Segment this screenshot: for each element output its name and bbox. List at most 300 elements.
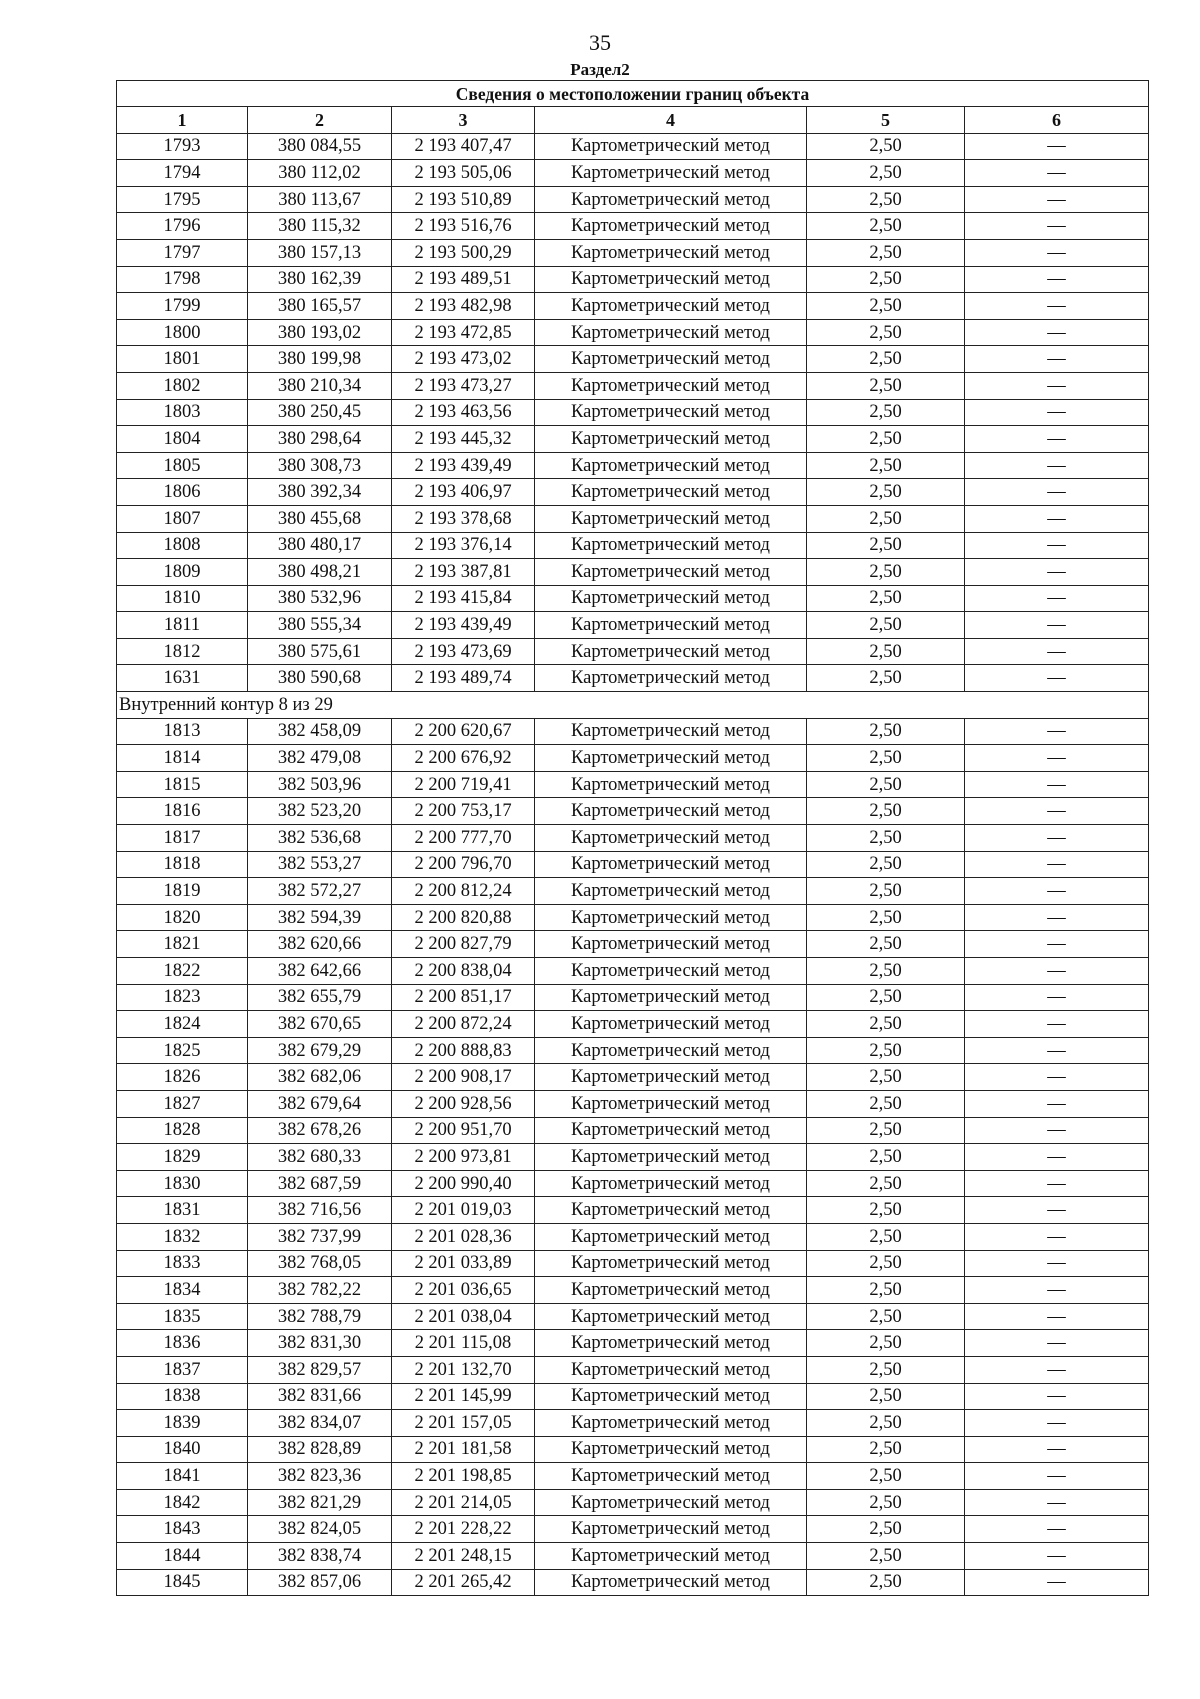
point-number-cell: 1809 (117, 559, 248, 586)
method-cell: Картометрический метод (535, 505, 807, 532)
y-coordinate-cell: 2 193 473,27 (392, 372, 535, 399)
y-coordinate-cell: 2 193 510,89 (392, 186, 535, 213)
note-cell: — (965, 1489, 1149, 1516)
accuracy-cell: 2,50 (807, 771, 965, 798)
table-row (117, 1170, 1149, 1197)
point-number-cell: 1815 (117, 771, 248, 798)
y-coordinate-cell: 2 201 036,65 (392, 1277, 535, 1304)
note-cell: — (965, 1463, 1149, 1490)
method-cell: Картометрический метод (535, 133, 807, 160)
method-cell: Картометрический метод (535, 851, 807, 878)
accuracy-cell: 2,50 (807, 984, 965, 1011)
method-cell: Картометрический метод (535, 718, 807, 745)
point-number-cell: 1631 (117, 665, 248, 692)
x-coordinate-cell: 380 113,67 (248, 186, 392, 213)
note-cell: — (965, 1410, 1149, 1437)
x-coordinate-cell: 380 555,34 (248, 612, 392, 639)
table-row (117, 1410, 1149, 1437)
method-cell: Картометрический метод (535, 239, 807, 266)
y-coordinate-cell: 2 193 376,14 (392, 532, 535, 559)
point-number-cell: 1814 (117, 745, 248, 772)
method-cell: Картометрический метод (535, 1489, 807, 1516)
table-row (117, 851, 1149, 878)
y-coordinate-cell: 2 193 406,97 (392, 479, 535, 506)
x-coordinate-cell: 380 165,57 (248, 293, 392, 320)
method-cell: Картометрический метод (535, 1090, 807, 1117)
y-coordinate-cell: 2 200 820,88 (392, 904, 535, 931)
point-number-cell: 1833 (117, 1250, 248, 1277)
x-coordinate-cell: 382 679,29 (248, 1037, 392, 1064)
y-coordinate-cell: 2 200 753,17 (392, 798, 535, 825)
y-coordinate-cell: 2 200 838,04 (392, 958, 535, 985)
note-cell: — (965, 745, 1149, 772)
point-number-cell: 1812 (117, 638, 248, 665)
column-number: 2 (248, 107, 392, 134)
accuracy-cell: 2,50 (807, 372, 965, 399)
note-cell: — (965, 559, 1149, 586)
point-number-cell: 1828 (117, 1117, 248, 1144)
accuracy-cell: 2,50 (807, 825, 965, 852)
point-number-cell: 1813 (117, 718, 248, 745)
x-coordinate-cell: 380 115,32 (248, 213, 392, 240)
x-coordinate-cell: 382 670,65 (248, 1011, 392, 1038)
y-coordinate-cell: 2 200 973,81 (392, 1144, 535, 1171)
point-number-cell: 1841 (117, 1463, 248, 1490)
method-cell: Картометрический метод (535, 293, 807, 320)
method-cell: Картометрический метод (535, 1064, 807, 1091)
x-coordinate-cell: 380 157,13 (248, 239, 392, 266)
point-number-cell: 1794 (117, 160, 248, 187)
section-title: Раздел2 (570, 60, 630, 79)
y-coordinate-cell: 2 200 888,83 (392, 1037, 535, 1064)
accuracy-cell: 2,50 (807, 1356, 965, 1383)
point-number-cell: 1818 (117, 851, 248, 878)
note-cell: — (965, 1436, 1149, 1463)
accuracy-cell: 2,50 (807, 585, 965, 612)
x-coordinate-cell: 382 834,07 (248, 1410, 392, 1437)
y-coordinate-cell: 2 193 463,56 (392, 399, 535, 426)
method-cell: Картометрический метод (535, 1011, 807, 1038)
table-row (117, 213, 1149, 240)
method-cell: Картометрический метод (535, 1410, 807, 1437)
contour-label: Внутренний контур 8 из 29 (117, 692, 1149, 719)
method-cell: Картометрический метод (535, 186, 807, 213)
table-row (117, 825, 1149, 852)
table-row (117, 1543, 1149, 1570)
table-row (117, 1197, 1149, 1224)
y-coordinate-cell: 2 193 505,06 (392, 160, 535, 187)
y-coordinate-cell: 2 201 019,03 (392, 1197, 535, 1224)
accuracy-cell: 2,50 (807, 1064, 965, 1091)
table-row (117, 745, 1149, 772)
y-coordinate-cell: 2 201 198,85 (392, 1463, 535, 1490)
note-cell: — (965, 984, 1149, 1011)
x-coordinate-cell: 382 788,79 (248, 1303, 392, 1330)
accuracy-cell: 2,50 (807, 213, 965, 240)
table-row (117, 1223, 1149, 1250)
accuracy-cell: 2,50 (807, 1330, 965, 1357)
accuracy-cell: 2,50 (807, 186, 965, 213)
point-number-cell: 1844 (117, 1543, 248, 1570)
table-row (117, 665, 1149, 692)
x-coordinate-cell: 380 455,68 (248, 505, 392, 532)
y-coordinate-cell: 2 201 228,22 (392, 1516, 535, 1543)
table-row (117, 1489, 1149, 1516)
accuracy-cell: 2,50 (807, 319, 965, 346)
y-coordinate-cell: 2 193 415,84 (392, 585, 535, 612)
note-cell: — (965, 1303, 1149, 1330)
note-cell: — (965, 798, 1149, 825)
note-cell: — (965, 426, 1149, 453)
accuracy-cell: 2,50 (807, 559, 965, 586)
point-number-cell: 1827 (117, 1090, 248, 1117)
table-row (117, 1277, 1149, 1304)
x-coordinate-cell: 382 680,33 (248, 1144, 392, 1171)
x-coordinate-cell: 382 458,09 (248, 718, 392, 745)
table-row (117, 452, 1149, 479)
note-cell: — (965, 1144, 1149, 1171)
point-number-cell: 1838 (117, 1383, 248, 1410)
point-number-cell: 1842 (117, 1489, 248, 1516)
method-cell: Картометрический метод (535, 1383, 807, 1410)
y-coordinate-cell: 2 200 719,41 (392, 771, 535, 798)
x-coordinate-cell: 380 480,17 (248, 532, 392, 559)
point-number-cell: 1826 (117, 1064, 248, 1091)
table-row (117, 771, 1149, 798)
accuracy-cell: 2,50 (807, 452, 965, 479)
point-number-cell: 1843 (117, 1516, 248, 1543)
table-row (117, 479, 1149, 506)
x-coordinate-cell: 382 824,05 (248, 1516, 392, 1543)
x-coordinate-cell: 382 823,36 (248, 1463, 392, 1490)
note-cell: — (965, 160, 1149, 187)
y-coordinate-cell: 2 193 378,68 (392, 505, 535, 532)
point-number-cell: 1835 (117, 1303, 248, 1330)
accuracy-cell: 2,50 (807, 1037, 965, 1064)
x-coordinate-cell: 380 199,98 (248, 346, 392, 373)
method-cell: Картометрический метод (535, 1303, 807, 1330)
method-cell: Картометрический метод (535, 878, 807, 905)
note-cell: — (965, 771, 1149, 798)
note-cell: — (965, 1064, 1149, 1091)
accuracy-cell: 2,50 (807, 1090, 965, 1117)
table-row (117, 399, 1149, 426)
note-cell: — (965, 266, 1149, 293)
note-cell: — (965, 532, 1149, 559)
accuracy-cell: 2,50 (807, 1277, 965, 1304)
y-coordinate-cell: 2 193 489,74 (392, 665, 535, 692)
point-number-cell: 1840 (117, 1436, 248, 1463)
table-row (117, 1144, 1149, 1171)
x-coordinate-cell: 382 679,64 (248, 1090, 392, 1117)
table-row (117, 1250, 1149, 1277)
method-cell: Картометрический метод (535, 1543, 807, 1570)
point-number-cell: 1810 (117, 585, 248, 612)
note-cell: — (965, 1223, 1149, 1250)
y-coordinate-cell: 2 193 482,98 (392, 293, 535, 320)
table-row (117, 878, 1149, 905)
point-number-cell: 1832 (117, 1223, 248, 1250)
note-cell: — (965, 878, 1149, 905)
y-coordinate-cell: 2 201 181,58 (392, 1436, 535, 1463)
x-coordinate-cell: 382 536,68 (248, 825, 392, 852)
accuracy-cell: 2,50 (807, 346, 965, 373)
accuracy-cell: 2,50 (807, 160, 965, 187)
note-cell: — (965, 1037, 1149, 1064)
note-cell: — (965, 372, 1149, 399)
point-number-cell: 1829 (117, 1144, 248, 1171)
note-cell: — (965, 133, 1149, 160)
accuracy-cell: 2,50 (807, 665, 965, 692)
x-coordinate-cell: 382 828,89 (248, 1436, 392, 1463)
point-number-cell: 1807 (117, 505, 248, 532)
y-coordinate-cell: 2 193 439,49 (392, 452, 535, 479)
accuracy-cell: 2,50 (807, 1436, 965, 1463)
page-number: 35 (589, 30, 611, 55)
y-coordinate-cell: 2 193 489,51 (392, 266, 535, 293)
y-coordinate-cell: 2 200 951,70 (392, 1117, 535, 1144)
note-cell: — (965, 1330, 1149, 1357)
table-caption: Сведения о местоположении границ объекта (117, 81, 1149, 107)
note-cell: — (965, 1170, 1149, 1197)
x-coordinate-cell: 382 716,56 (248, 1197, 392, 1224)
method-cell: Картометрический метод (535, 1117, 807, 1144)
table-row (117, 798, 1149, 825)
table-row (117, 1330, 1149, 1357)
x-coordinate-cell: 380 532,96 (248, 585, 392, 612)
method-cell: Картометрический метод (535, 1037, 807, 1064)
outer-contour-rows (117, 133, 1149, 691)
method-cell: Картометрический метод (535, 984, 807, 1011)
point-number-cell: 1811 (117, 612, 248, 639)
x-coordinate-cell: 380 498,21 (248, 559, 392, 586)
y-coordinate-cell: 2 193 473,02 (392, 346, 535, 373)
accuracy-cell: 2,50 (807, 1197, 965, 1224)
accuracy-cell: 2,50 (807, 931, 965, 958)
table-row (117, 1436, 1149, 1463)
note-cell: — (965, 665, 1149, 692)
note-cell: — (965, 505, 1149, 532)
y-coordinate-cell: 2 200 812,24 (392, 878, 535, 905)
table-row (117, 1383, 1149, 1410)
x-coordinate-cell: 382 523,20 (248, 798, 392, 825)
y-coordinate-cell: 2 193 473,69 (392, 638, 535, 665)
method-cell: Картометрический метод (535, 372, 807, 399)
point-number-cell: 1799 (117, 293, 248, 320)
method-cell: Картометрический метод (535, 266, 807, 293)
contour-label-row (117, 692, 1149, 719)
column-number: 1 (117, 107, 248, 134)
table-row (117, 293, 1149, 320)
accuracy-cell: 2,50 (807, 958, 965, 985)
y-coordinate-cell: 2 193 500,29 (392, 239, 535, 266)
point-number-cell: 1845 (117, 1569, 248, 1596)
y-coordinate-cell: 2 200 928,56 (392, 1090, 535, 1117)
method-cell: Картометрический метод (535, 1330, 807, 1357)
point-number-cell: 1821 (117, 931, 248, 958)
table-row (117, 1064, 1149, 1091)
method-cell: Картометрический метод (535, 319, 807, 346)
table-row (117, 532, 1149, 559)
y-coordinate-cell: 2 193 387,81 (392, 559, 535, 586)
table-row (117, 1356, 1149, 1383)
point-number-cell: 1825 (117, 1037, 248, 1064)
accuracy-cell: 2,50 (807, 239, 965, 266)
y-coordinate-cell: 2 200 872,24 (392, 1011, 535, 1038)
note-cell: — (965, 1277, 1149, 1304)
note-cell: — (965, 718, 1149, 745)
y-coordinate-cell: 2 200 796,70 (392, 851, 535, 878)
accuracy-cell: 2,50 (807, 638, 965, 665)
table-row (117, 984, 1149, 1011)
y-coordinate-cell: 2 200 908,17 (392, 1064, 535, 1091)
x-coordinate-cell: 382 831,30 (248, 1330, 392, 1357)
table-row (117, 1117, 1149, 1144)
accuracy-cell: 2,50 (807, 1223, 965, 1250)
table-row (117, 904, 1149, 931)
x-coordinate-cell: 382 503,96 (248, 771, 392, 798)
method-cell: Картометрический метод (535, 745, 807, 772)
method-cell: Картометрический метод (535, 1223, 807, 1250)
method-cell: Картометрический метод (535, 399, 807, 426)
note-cell: — (965, 452, 1149, 479)
table-row (117, 718, 1149, 745)
point-number-cell: 1802 (117, 372, 248, 399)
table-row (117, 638, 1149, 665)
table-row (117, 1011, 1149, 1038)
y-coordinate-cell: 2 200 827,79 (392, 931, 535, 958)
note-cell: — (965, 585, 1149, 612)
table-row (117, 1037, 1149, 1064)
y-coordinate-cell: 2 201 248,15 (392, 1543, 535, 1570)
y-coordinate-cell: 2 193 407,47 (392, 133, 535, 160)
note-cell: — (965, 239, 1149, 266)
y-coordinate-cell: 2 200 620,67 (392, 718, 535, 745)
point-number-cell: 1793 (117, 133, 248, 160)
point-number-cell: 1795 (117, 186, 248, 213)
accuracy-cell: 2,50 (807, 399, 965, 426)
point-number-cell: 1819 (117, 878, 248, 905)
x-coordinate-cell: 380 084,55 (248, 133, 392, 160)
accuracy-cell: 2,50 (807, 878, 965, 905)
x-coordinate-cell: 380 392,34 (248, 479, 392, 506)
method-cell: Картометрический метод (535, 798, 807, 825)
note-cell: — (965, 1197, 1149, 1224)
accuracy-cell: 2,50 (807, 904, 965, 931)
accuracy-cell: 2,50 (807, 1303, 965, 1330)
point-number-cell: 1804 (117, 426, 248, 453)
x-coordinate-cell: 382 782,22 (248, 1277, 392, 1304)
table-row (117, 1463, 1149, 1490)
accuracy-cell: 2,50 (807, 851, 965, 878)
y-coordinate-cell: 2 201 214,05 (392, 1489, 535, 1516)
x-coordinate-cell: 380 308,73 (248, 452, 392, 479)
method-cell: Картометрический метод (535, 1144, 807, 1171)
accuracy-cell: 2,50 (807, 426, 965, 453)
method-cell: Картометрический метод (535, 426, 807, 453)
point-number-cell: 1837 (117, 1356, 248, 1383)
note-cell: — (965, 346, 1149, 373)
x-coordinate-cell: 382 687,59 (248, 1170, 392, 1197)
method-cell: Картометрический метод (535, 1436, 807, 1463)
table-row (117, 266, 1149, 293)
x-coordinate-cell: 380 193,02 (248, 319, 392, 346)
x-coordinate-cell: 382 642,66 (248, 958, 392, 985)
table-row (117, 133, 1149, 160)
accuracy-cell: 2,50 (807, 1569, 965, 1596)
method-cell: Картометрический метод (535, 665, 807, 692)
inner-contour-rows (117, 718, 1149, 1596)
method-cell: Картометрический метод (535, 638, 807, 665)
method-cell: Картометрический метод (535, 1277, 807, 1304)
point-number-cell: 1803 (117, 399, 248, 426)
note-cell: — (965, 851, 1149, 878)
point-number-cell: 1823 (117, 984, 248, 1011)
x-coordinate-cell: 382 831,66 (248, 1383, 392, 1410)
method-cell: Картометрический метод (535, 904, 807, 931)
note-cell: — (965, 479, 1149, 506)
column-number-row (117, 107, 1149, 134)
table-row (117, 585, 1149, 612)
x-coordinate-cell: 382 479,08 (248, 745, 392, 772)
accuracy-cell: 2,50 (807, 293, 965, 320)
point-number-cell: 1801 (117, 346, 248, 373)
table-row (117, 1569, 1149, 1596)
column-number: 5 (807, 107, 965, 134)
method-cell: Картометрический метод (535, 958, 807, 985)
method-cell: Картометрический метод (535, 452, 807, 479)
note-cell: — (965, 931, 1149, 958)
method-cell: Картометрический метод (535, 931, 807, 958)
accuracy-cell: 2,50 (807, 745, 965, 772)
x-coordinate-cell: 380 575,61 (248, 638, 392, 665)
note-cell: — (965, 612, 1149, 639)
accuracy-cell: 2,50 (807, 1489, 965, 1516)
note-cell: — (965, 1569, 1149, 1596)
x-coordinate-cell: 380 590,68 (248, 665, 392, 692)
point-number-cell: 1816 (117, 798, 248, 825)
accuracy-cell: 2,50 (807, 133, 965, 160)
accuracy-cell: 2,50 (807, 505, 965, 532)
table-row (117, 505, 1149, 532)
note-cell: — (965, 1383, 1149, 1410)
point-number-cell: 1808 (117, 532, 248, 559)
table-row (117, 372, 1149, 399)
accuracy-cell: 2,50 (807, 1383, 965, 1410)
point-number-cell: 1834 (117, 1277, 248, 1304)
method-cell: Картометрический метод (535, 1170, 807, 1197)
note-cell: — (965, 186, 1149, 213)
x-coordinate-cell: 382 821,29 (248, 1489, 392, 1516)
y-coordinate-cell: 2 200 676,92 (392, 745, 535, 772)
point-number-cell: 1796 (117, 213, 248, 240)
accuracy-cell: 2,50 (807, 532, 965, 559)
point-number-cell: 1817 (117, 825, 248, 852)
y-coordinate-cell: 2 200 990,40 (392, 1170, 535, 1197)
method-cell: Картометрический метод (535, 1250, 807, 1277)
y-coordinate-cell: 2 201 115,08 (392, 1330, 535, 1357)
x-coordinate-cell: 382 838,74 (248, 1543, 392, 1570)
accuracy-cell: 2,50 (807, 1117, 965, 1144)
column-number: 4 (535, 107, 807, 134)
x-coordinate-cell: 382 594,39 (248, 904, 392, 931)
method-cell: Картометрический метод (535, 1356, 807, 1383)
point-number-cell: 1830 (117, 1170, 248, 1197)
accuracy-cell: 2,50 (807, 612, 965, 639)
point-number-cell: 1805 (117, 452, 248, 479)
y-coordinate-cell: 2 200 851,17 (392, 984, 535, 1011)
accuracy-cell: 2,50 (807, 266, 965, 293)
